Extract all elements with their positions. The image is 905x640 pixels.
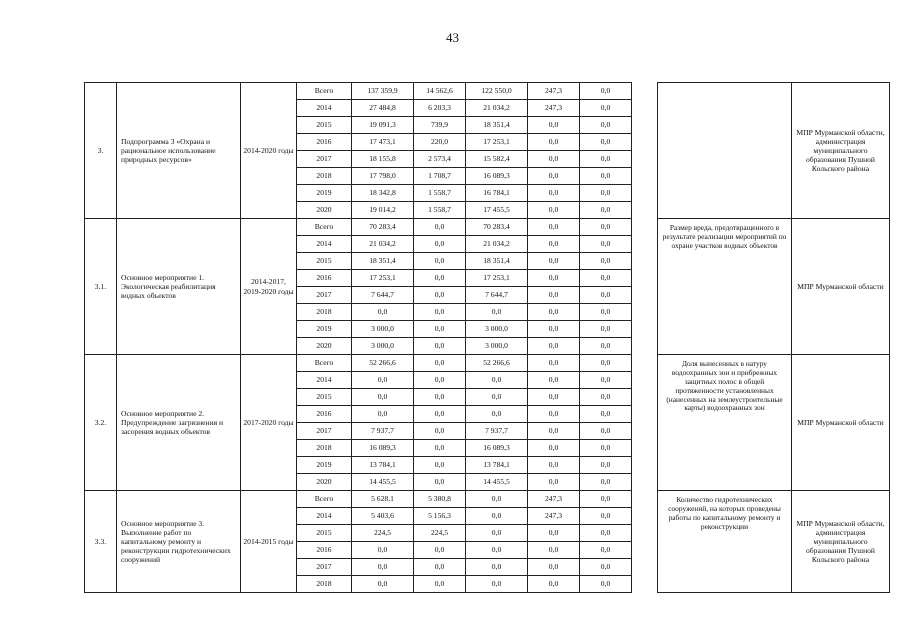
total-value: 0,0 [352, 406, 414, 423]
value-cell: 0,0 [528, 525, 580, 542]
year-cell: 2015 [297, 253, 352, 270]
value-cell: 0,0 [580, 525, 632, 542]
value-cell: 0,0 [580, 389, 632, 406]
value-cell: 17 253,1 [466, 134, 528, 151]
year-cell: 2020 [297, 474, 352, 491]
value-cell: 220,0 [414, 134, 466, 151]
year-cell: 2020 [297, 202, 352, 219]
section-period: 2017-2020 годы [241, 355, 297, 491]
value-cell: 0,0 [528, 559, 580, 576]
program-table [84, 82, 890, 593]
value-cell: 0,0 [580, 202, 632, 219]
value-cell: 0,0 [580, 134, 632, 151]
value-cell: 0,0 [466, 508, 528, 525]
value-cell: 0,0 [414, 406, 466, 423]
value-cell: 0,0 [528, 117, 580, 134]
value-cell: 0,0 [466, 304, 528, 321]
value-cell: 0,0 [580, 372, 632, 389]
total-value: 5 403,6 [352, 508, 414, 525]
year-cell: 2014 [297, 372, 352, 389]
year-cell: Всего [297, 355, 352, 372]
page-number: 43 [446, 30, 459, 45]
value-cell: 0,0 [528, 440, 580, 457]
table-row [85, 83, 890, 100]
value-cell: 0,0 [580, 576, 632, 593]
value-cell: 0,0 [528, 372, 580, 389]
value-cell: 18 351,4 [466, 253, 528, 270]
value-cell: 16 089,3 [466, 440, 528, 457]
value-cell: 1 558,7 [414, 185, 466, 202]
year-cell: 2018 [297, 304, 352, 321]
value-cell: 0,0 [580, 253, 632, 270]
total-value: 0,0 [352, 576, 414, 593]
value-cell: 0,0 [466, 389, 528, 406]
total-value: 0,0 [352, 542, 414, 559]
total-value: 17 253,1 [352, 270, 414, 287]
value-cell: 0,0 [414, 423, 466, 440]
year-cell: 2017 [297, 559, 352, 576]
section-number: 3.1. [85, 219, 117, 355]
value-cell: 17 455,5 [466, 202, 528, 219]
value-cell: 247,3 [528, 508, 580, 525]
year-cell: 2019 [297, 185, 352, 202]
value-cell: 0,0 [528, 219, 580, 236]
value-cell: 0,0 [580, 304, 632, 321]
value-cell: 0,0 [414, 270, 466, 287]
indicator-cell: Доля вынесенных в натуру водоохранных зон и прибрежных защитных полос в общей протяженности установленных (нанесенных на землеустроительные карты) водоохранных зон [658, 355, 792, 491]
value-cell: 0,0 [528, 236, 580, 253]
value-cell: 6 203,3 [414, 100, 466, 117]
total-value: 18 155,8 [352, 151, 414, 168]
value-cell: 0,0 [414, 355, 466, 372]
section-name: Подпрограмма 3 «Охрана и рациональное использование природных ресурсов» [117, 83, 241, 219]
value-cell: 0,0 [414, 253, 466, 270]
total-value: 18 351,4 [352, 253, 414, 270]
spacer-cell [632, 491, 658, 593]
value-cell: 0,0 [580, 355, 632, 372]
year-cell: 2018 [297, 168, 352, 185]
total-value: 137 359,9 [352, 83, 414, 100]
table-row [85, 491, 890, 508]
value-cell: 0,0 [528, 338, 580, 355]
value-cell: 0,0 [414, 559, 466, 576]
value-cell: 0,0 [580, 287, 632, 304]
value-cell: 224,5 [414, 525, 466, 542]
value-cell: 0,0 [528, 389, 580, 406]
value-cell: 0,0 [580, 117, 632, 134]
value-cell: 0,0 [580, 151, 632, 168]
value-cell: 0,0 [580, 185, 632, 202]
year-cell: 2016 [297, 270, 352, 287]
total-value: 21 034,2 [352, 236, 414, 253]
value-cell: 0,0 [466, 406, 528, 423]
value-cell: 1 708,7 [414, 168, 466, 185]
value-cell: 2 573,4 [414, 151, 466, 168]
value-cell: 0,0 [580, 559, 632, 576]
value-cell: 0,0 [528, 406, 580, 423]
year-cell: 2015 [297, 525, 352, 542]
value-cell: 16 784,1 [466, 185, 528, 202]
value-cell: 3 000,0 [466, 321, 528, 338]
value-cell: 0,0 [580, 440, 632, 457]
value-cell: 0,0 [466, 576, 528, 593]
value-cell: 0,0 [414, 372, 466, 389]
value-cell: 21 034,2 [466, 236, 528, 253]
year-cell: 2014 [297, 100, 352, 117]
value-cell: 0,0 [414, 457, 466, 474]
total-value: 16 089,3 [352, 440, 414, 457]
total-value: 3 000,0 [352, 321, 414, 338]
value-cell: 0,0 [528, 168, 580, 185]
value-cell: 16 089,3 [466, 168, 528, 185]
year-cell: 2017 [297, 287, 352, 304]
value-cell: 0,0 [528, 304, 580, 321]
value-cell: 0,0 [414, 389, 466, 406]
value-cell: 0,0 [414, 236, 466, 253]
value-cell: 0,0 [466, 559, 528, 576]
value-cell: 0,0 [580, 508, 632, 525]
value-cell: 247,3 [528, 83, 580, 100]
value-cell: 5 380,8 [414, 491, 466, 508]
spacer-cell [632, 355, 658, 491]
responsible-cell: МПР Мурманской области [792, 355, 890, 491]
indicator-cell: Размер вреда, предотвращенного в результате реализации мероприятий по охране участков водных объектов [658, 219, 792, 355]
value-cell: 0,0 [414, 576, 466, 593]
value-cell: 7 937,7 [466, 423, 528, 440]
value-cell: 0,0 [580, 219, 632, 236]
year-cell: Всего [297, 491, 352, 508]
total-value: 7 644,7 [352, 287, 414, 304]
total-value: 19 091,3 [352, 117, 414, 134]
total-value: 0,0 [352, 372, 414, 389]
value-cell: 0,0 [580, 457, 632, 474]
section-period: 2014-2015 годы [241, 491, 297, 593]
value-cell: 3 000,0 [466, 338, 528, 355]
section-period: 2014-2017, 2019-2020 годы [241, 219, 297, 355]
total-value: 18 342,8 [352, 185, 414, 202]
value-cell: 0,0 [528, 202, 580, 219]
value-cell: 0,0 [580, 321, 632, 338]
value-cell: 0,0 [580, 406, 632, 423]
year-cell: 2014 [297, 508, 352, 525]
value-cell: 1 558,7 [414, 202, 466, 219]
total-value: 224,5 [352, 525, 414, 542]
value-cell: 0,0 [414, 321, 466, 338]
indicator-cell: Количество гидротехнических сооружений, на которых проведены работы по капитальному ремонту и реконструкции [658, 491, 792, 593]
value-cell: 0,0 [580, 270, 632, 287]
value-cell: 0,0 [528, 185, 580, 202]
value-cell: 0,0 [528, 151, 580, 168]
value-cell: 14 455,5 [466, 474, 528, 491]
total-value: 0,0 [352, 304, 414, 321]
value-cell: 0,0 [528, 253, 580, 270]
section-period: 2014-2020 годы [241, 83, 297, 219]
total-value: 3 000,0 [352, 338, 414, 355]
table-body [85, 83, 890, 593]
value-cell: 0,0 [528, 542, 580, 559]
value-cell: 0,0 [580, 338, 632, 355]
value-cell: 0,0 [528, 576, 580, 593]
year-cell: 2016 [297, 134, 352, 151]
value-cell: 17 253,1 [466, 270, 528, 287]
total-value: 14 455,5 [352, 474, 414, 491]
value-cell: 0,0 [580, 491, 632, 508]
spacer-cell [632, 83, 658, 219]
value-cell: 0,0 [580, 542, 632, 559]
value-cell: 0,0 [414, 287, 466, 304]
value-cell: 122 550,0 [466, 83, 528, 100]
total-value: 19 014,2 [352, 202, 414, 219]
total-value: 0,0 [352, 389, 414, 406]
value-cell: 0,0 [580, 100, 632, 117]
value-cell: 0,0 [414, 440, 466, 457]
value-cell: 0,0 [580, 168, 632, 185]
section-number: 3.2. [85, 355, 117, 491]
value-cell: 0,0 [528, 474, 580, 491]
value-cell: 247,3 [528, 100, 580, 117]
year-cell: 2019 [297, 321, 352, 338]
table-row [85, 355, 890, 372]
total-value: 7 937,7 [352, 423, 414, 440]
section-name: Основное мероприятие 2. Предупреждение загрязнения и засорения водных объектов [117, 355, 241, 491]
year-cell: Всего [297, 219, 352, 236]
year-cell: 2016 [297, 542, 352, 559]
total-value: 13 784,1 [352, 457, 414, 474]
table-row [85, 219, 890, 236]
total-value: 5 628,1 [352, 491, 414, 508]
value-cell: 247,3 [528, 491, 580, 508]
spacer-cell [632, 219, 658, 355]
year-cell: 2014 [297, 236, 352, 253]
year-cell: Всего [297, 83, 352, 100]
value-cell: 0,0 [414, 304, 466, 321]
year-cell: 2020 [297, 338, 352, 355]
section-name: Основное мероприятие 3. Выполнение работ по капитальному ремонту и реконструкции гидротехнических сооружений [117, 491, 241, 593]
value-cell: 0,0 [466, 491, 528, 508]
year-cell: 2016 [297, 406, 352, 423]
section-name: Основное мероприятие 1. Экологическая реабилитация водных объектов [117, 219, 241, 355]
value-cell: 0,0 [466, 525, 528, 542]
value-cell: 0,0 [414, 219, 466, 236]
value-cell: 15 582,4 [466, 151, 528, 168]
indicator-cell [658, 83, 792, 219]
year-cell: 2015 [297, 117, 352, 134]
value-cell: 21 034,2 [466, 100, 528, 117]
value-cell: 0,0 [466, 372, 528, 389]
total-value: 0,0 [352, 559, 414, 576]
total-value: 17 798,0 [352, 168, 414, 185]
value-cell: 13 784,1 [466, 457, 528, 474]
total-value: 27 484,8 [352, 100, 414, 117]
value-cell: 0,0 [580, 423, 632, 440]
year-cell: 2018 [297, 440, 352, 457]
value-cell: 0,0 [528, 423, 580, 440]
value-cell: 0,0 [414, 542, 466, 559]
value-cell: 0,0 [580, 83, 632, 100]
responsible-cell: МПР Мурманской области, администрация муниципального образования Пушной Кольского района [792, 491, 890, 593]
value-cell: 0,0 [528, 355, 580, 372]
value-cell: 0,0 [580, 474, 632, 491]
value-cell: 18 351,4 [466, 117, 528, 134]
value-cell: 0,0 [414, 474, 466, 491]
value-cell: 739,9 [414, 117, 466, 134]
total-value: 52 266,6 [352, 355, 414, 372]
value-cell: 5 156,3 [414, 508, 466, 525]
value-cell: 0,0 [528, 270, 580, 287]
value-cell: 0,0 [528, 457, 580, 474]
value-cell: 0,0 [414, 338, 466, 355]
value-cell: 14 562,6 [414, 83, 466, 100]
year-cell: 2017 [297, 423, 352, 440]
responsible-cell: МПР Мурманской области, администрация муниципального образования Пушной Кольского района [792, 83, 890, 219]
value-cell: 0,0 [528, 287, 580, 304]
section-number: 3. [85, 83, 117, 219]
value-cell: 0,0 [528, 321, 580, 338]
section-number: 3.3. [85, 491, 117, 593]
value-cell: 7 644,7 [466, 287, 528, 304]
responsible-cell: МПР Мурманской области [792, 219, 890, 355]
total-value: 17 473,1 [352, 134, 414, 151]
year-cell: 2019 [297, 457, 352, 474]
year-cell: 2018 [297, 576, 352, 593]
value-cell: 0,0 [528, 134, 580, 151]
value-cell: 52 266,6 [466, 355, 528, 372]
value-cell: 70 283,4 [466, 219, 528, 236]
year-cell: 2015 [297, 389, 352, 406]
value-cell: 0,0 [466, 542, 528, 559]
value-cell: 0,0 [580, 236, 632, 253]
total-value: 70 283,4 [352, 219, 414, 236]
year-cell: 2017 [297, 151, 352, 168]
